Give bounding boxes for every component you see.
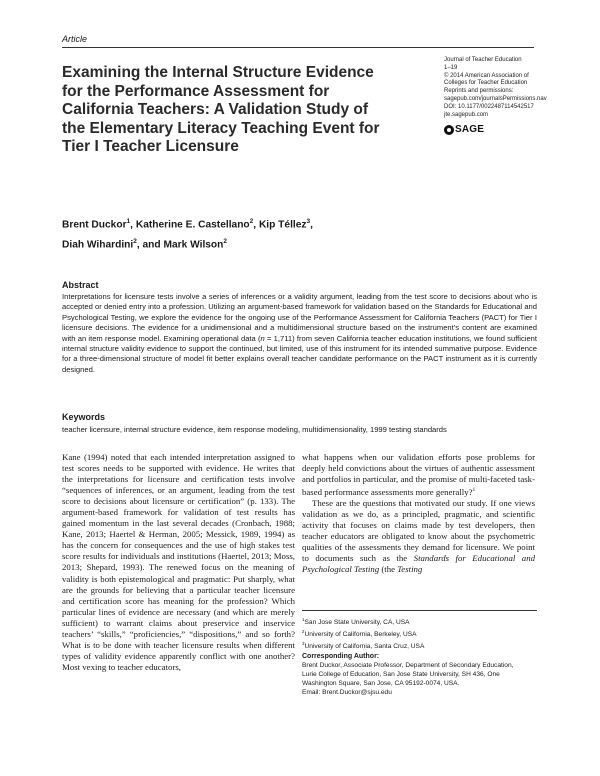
corresponding-author-line: Washington Square, San Jose, CA 95192-0074, USA. [302, 679, 460, 687]
journal-info-line: sagepub.com/journalsPermissions.nav [444, 95, 547, 102]
author-separator: , [253, 219, 259, 231]
abstract-text-part: Interpretations for licensure tests involve a series of inferences or a validity argument, leading from the test score to decisions about who is accepted or denied entry into a profession. Utilizing an argument-based framework for validation based on the Standards for Educational and Psychological Testing, we explore the evidence for the ongoing use of the Performance Assessment for California Teachers (PACT) for Tier I licensure decisions. The evidence for a unidimensional and a multidimensional structure based on the instrument’s content are examined with an item response model. Examining operational data ( [62, 292, 537, 343]
author-separator: , [310, 219, 313, 231]
journal-info-line: jte.sagepub.com [444, 111, 489, 118]
author-separator: , and [136, 239, 164, 251]
author-name: Kip Téllez [258, 219, 307, 231]
author-affiliation-mark: 3 [306, 218, 311, 225]
body-text: (the [379, 564, 398, 575]
footnote-rule [302, 610, 537, 611]
affiliation-item [302, 628, 542, 640]
author-name: Mark Wilson [163, 239, 224, 251]
body-paragraph [302, 452, 535, 498]
corresponding-author-line: Lurie College of Education, San Jose State University, SH 436, One [302, 670, 500, 678]
journal-info-line: © 2014 American Association of [444, 72, 529, 79]
affiliation-text: University of California, Santa Cruz, USA [304, 642, 425, 650]
journal-info-line: Reprints and permissions: [444, 88, 514, 95]
affiliation-text: San Jose State University, CA, USA [304, 619, 410, 627]
journal-info [444, 57, 594, 119]
body-text: These are the questions that motivated our study. If one views validation as we do, as a principled, pragmatic, and scientific activity that focuses on claims made by test developers, then teacher educators are obligated to know about the psychometric qualities of the assessments they demand for licensure. We point to documents such as the [302, 498, 535, 564]
sage-logo-icon [444, 125, 454, 135]
affiliation-mark: 2 [302, 628, 305, 634]
corresponding-author-details [302, 662, 542, 698]
corresponding-author-email[interactable]: Email: Brent.Duckor@sjsu.edu [302, 688, 392, 696]
affiliation-list [302, 616, 542, 651]
corresponding-author-line: Brent Duckor, Associate Professor, Department of Secondary Education, [302, 662, 514, 669]
affiliation-item [302, 616, 542, 628]
body-column-right [302, 452, 535, 575]
body-column-left [62, 452, 295, 673]
affiliation-mark: 1 [302, 617, 305, 622]
author-name: Diah Wihardini [62, 239, 134, 251]
author-name: Brent Duckor [62, 219, 127, 231]
author-affiliation-mark: 2 [249, 218, 254, 225]
corresponding-author-heading: Corresponding Author: [302, 653, 380, 660]
author-list [62, 214, 392, 254]
author-affiliation-mark: 2 [133, 237, 137, 245]
testing-title: Testing [397, 564, 423, 575]
sage-logo-text: SAGE [455, 124, 485, 135]
abstract-heading: Abstract [62, 280, 99, 290]
affiliation-item [302, 640, 542, 652]
abstract-italic-n: n [260, 333, 265, 343]
author-separator: , [130, 219, 136, 231]
header-rule [62, 47, 534, 48]
standards-title: Standards for Educational and Psychological Testing [302, 553, 535, 575]
body-paragraph [302, 498, 535, 575]
journal-info-line: 1–19 [444, 64, 458, 71]
journal-info-line: DOI: 10.1177/0022487114542517 [444, 103, 534, 110]
footnote-mark: 1 [472, 487, 476, 494]
sage-publisher-logo [444, 124, 484, 135]
keywords-text: teacher licensure, internal structure evidence, item response modeling, multidimensionality, 1999 testing standards [62, 425, 447, 434]
paper-title: Examining the Internal Structure Evidence for the Performance Assessment for California Teachers: A Validation Study of the Elementary Literacy Teaching Event for Tier I Teacher Licensure [62, 64, 380, 156]
article-type-label: Article [62, 34, 88, 44]
author-name: Katherine E. Castellano [135, 219, 250, 231]
affiliation-mark: 3 [302, 640, 305, 646]
journal-info-line: Journal of Teacher Education [444, 57, 522, 63]
author-affiliation-mark: 2 [223, 237, 228, 245]
keywords-heading: Keywords [62, 412, 106, 422]
abstract-text [62, 292, 537, 375]
journal-info-line: Colleges for Teacher Education [444, 80, 528, 87]
body-text: what happens when our validation efforts pose problems for deeply held convictions about the virtues of authentic assessment and portfolios in particular, and the promise of multi-faceted task-based performance assessments more generally? [302, 452, 535, 498]
author-affiliation-mark: 1 [126, 218, 131, 225]
body-paragraph: Kane (1994) noted that each intended interpretation assigned to test scores needs to be supported with evidence. He writes that the interpretations for licensure and certification tests involve “sequences of inferences, or an argument, leading from the test score to decisions about licensure or certification” (p. 133). The argument-based framework for validation of test results has gained momentum in the last several decades (Cronbach, 1988; Kane, 2013; Haertel & Herman, 2005; Messick, 1989, 1994) as has the concern for consequences and the use of high stakes test score results for individuals and institutions (Haertel, 2013; Moss, 2013; Shepard, 1993). The renewed focus on the meaning of validity is both epistemological and pragmatic: Put sharply, what are the grounds for believing that a particular teacher licensure and certification score has meaning for the profession? Which particular lines of evidence are necessary (and which are merely sufficient) to warrant claims about preservice and inservice teachers’ “skills,” “proficiencies,” “dispositions,” and so forth? What is to be done with teacher licensure results when different types of validity evidence apparently conflict with one another? Most vexing to teacher educators, [62, 452, 295, 672]
affiliation-text: University of California, Berkeley, USA [304, 630, 417, 638]
abstract-text-part: = 1,711) from seven California teacher education institutions, we found sufficient internal structure validity evidence to support the continued, but limited, use of this instrument for its intended summative purpose. Evidence for a three-dimensional structure of model fit better explains overall teacher candidate performance on the PACT instrument as it is currently designed. [62, 333, 537, 374]
